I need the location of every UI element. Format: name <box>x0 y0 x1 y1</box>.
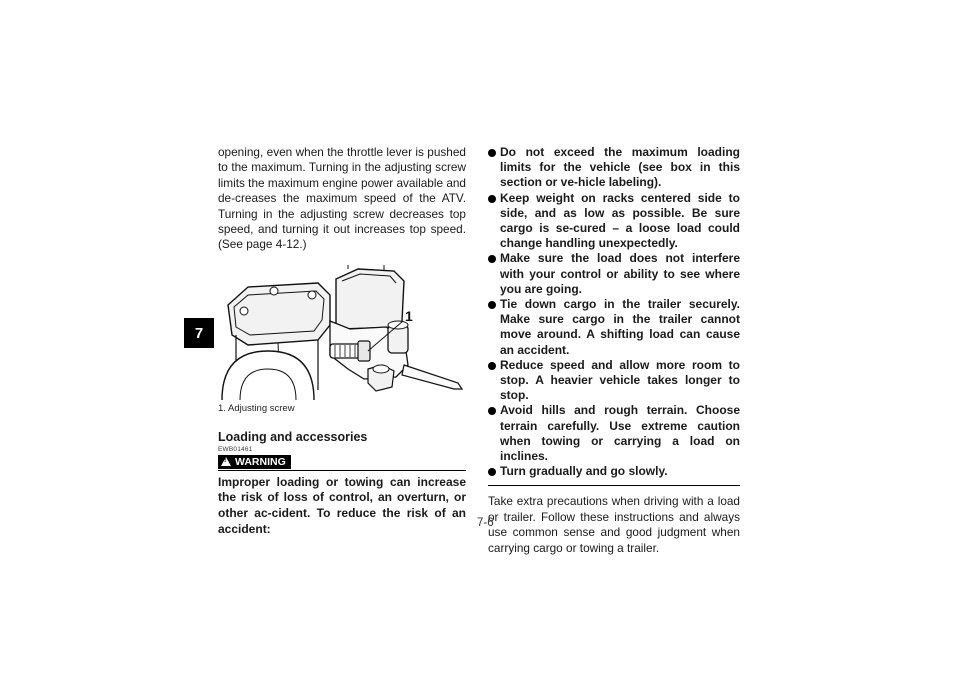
bullet-text: Avoid hills and rough terrain. Choose terrain carefully. Use extreme caution when towing or carrying a load on inclines. <box>500 403 740 464</box>
bullet-icon <box>488 195 496 203</box>
list-item <box>488 191 740 252</box>
closing-paragraph: Take extra precautions when driving with a load or trailer. Follow these instructions and always use common sense and good judgment when carrying cargo or towing a trailer. <box>488 494 740 555</box>
bullet-icon <box>488 468 496 476</box>
bullet-icon <box>488 362 496 370</box>
left-column <box>218 145 466 537</box>
adjusting-screw-figure <box>218 265 466 400</box>
bullet-text: Do not exceed the maximum loading limits for the vehicle (see box in this section or ve-hicle labeling). <box>500 145 740 190</box>
bullet-text: Keep weight on racks centered side to side, and as low as possible. Be sure cargo is se-cured – a loose load could change handling unexpectedly. <box>500 190 740 251</box>
warning-label: WARNING <box>235 455 286 468</box>
warning-badge <box>218 455 291 469</box>
bullet-icon <box>488 255 496 263</box>
bullet-text: Tie down cargo in the trailer securely. Make sure cargo in the trailer cannot move around. A shifting load can cause an accident. <box>500 297 740 357</box>
list-item <box>488 145 740 191</box>
chapter-tab <box>184 318 214 348</box>
warning-header <box>218 454 466 471</box>
bullet-text: Make sure the load does not interfere with your control or ability to see where you are going. <box>500 251 740 296</box>
bullet-icon <box>488 149 496 157</box>
warning-code: EWB01461 <box>218 445 253 453</box>
bullet-text: Turn gradually and go slowly. <box>500 464 668 479</box>
section-title: Loading and accessories <box>218 429 368 444</box>
list-item <box>488 358 740 404</box>
warning-end-rule <box>488 485 740 486</box>
list-item <box>488 251 740 297</box>
bullet-icon <box>488 301 496 309</box>
chapter-number: 7 <box>194 324 204 342</box>
warning-text: Improper loading or towing can increase the risk of loss of control, an overturn, or other ac-cident. To reduce the risk of an accident: <box>218 474 466 536</box>
figure-callout-1: 1 <box>405 307 413 324</box>
bullet-icon <box>488 407 496 415</box>
list-item <box>488 464 740 479</box>
throttle-housing-illustration <box>218 265 466 400</box>
warning-bullet-list <box>488 145 740 479</box>
list-item <box>488 297 740 358</box>
page-number: 7-6 <box>477 517 494 529</box>
right-column <box>488 145 740 556</box>
warning-triangle-icon <box>221 457 231 466</box>
figure-caption: 1. Adjusting screw <box>218 402 295 414</box>
intro-paragraph: opening, even when the throttle lever is pushed to the maximum. Turning in the adjusting screw limits the maximum engine power available and de-creases the maximum speed of the ATV. Turning in the adjusting screw decreases top speed, and turning it out increases top speed. (See page 4-12.) <box>218 145 466 252</box>
list-item <box>488 403 740 464</box>
bullet-text: Reduce speed and allow more room to stop. A heavier vehicle takes longer to stop. <box>500 357 740 403</box>
